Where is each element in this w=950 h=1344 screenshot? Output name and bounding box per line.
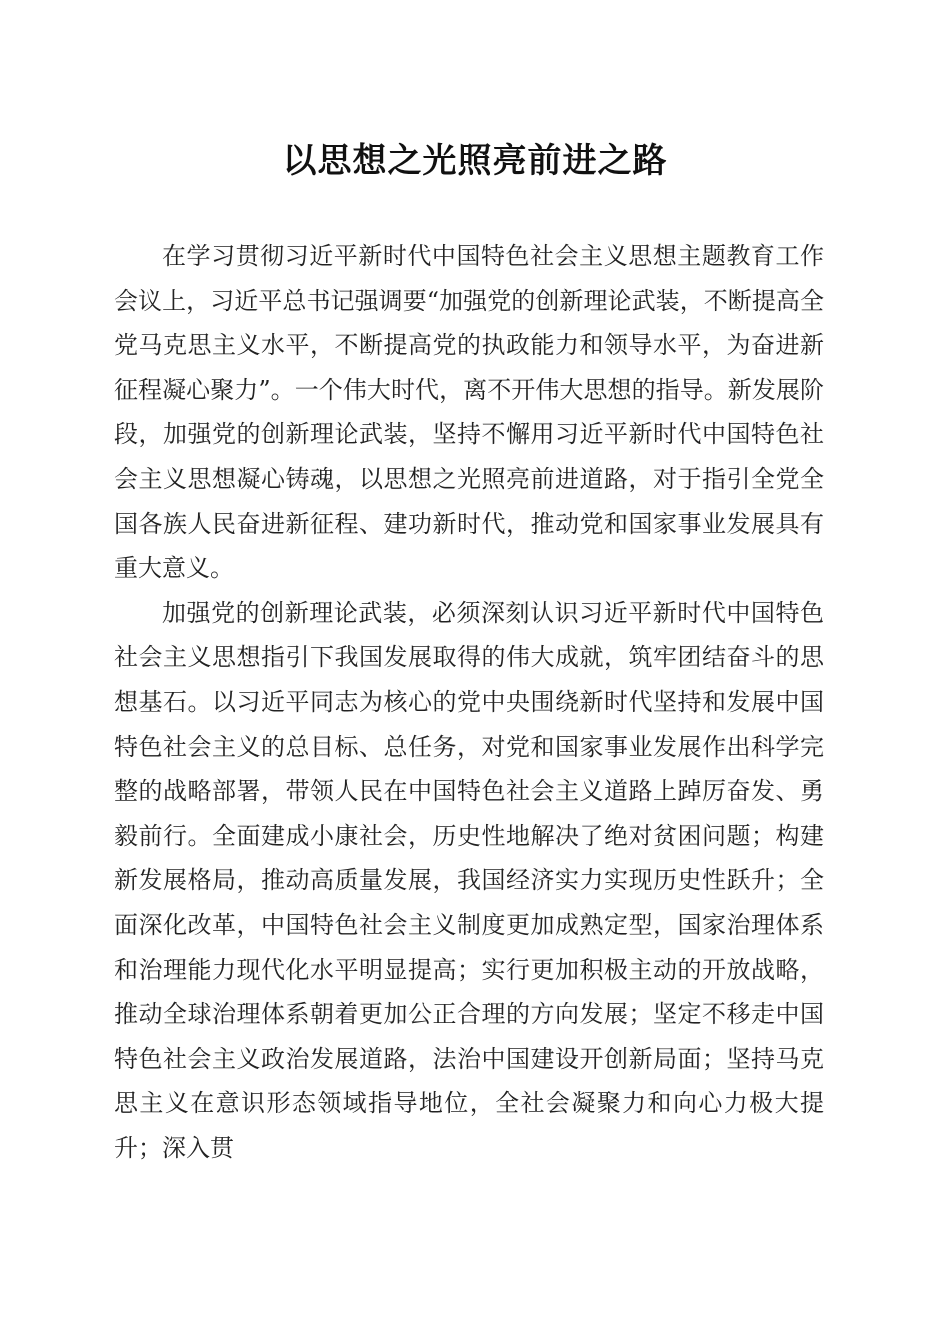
document-title: 以思想之光照亮前进之路 <box>282 141 668 181</box>
document-body <box>114 234 824 1170</box>
paragraph-1: 在学习贯彻习近平新时代中国特色社会主义思想主题教育工作会议上，习近平总书记强调要“加强党的创新理论武装，不断提高全党马克思主义水平，不断提高党的执政能力和领导水平，为奋进新征程凝心聚力”。一个伟大时代，离不开伟大思想的指导。新发展阶段，加强党的创新理论武装，坚持不懈用习近平新时代中国特色社会主义思想凝心铸魂，以思想之光照亮前进道路，对于指引全党全国各族人民奋进新征程、建功新时代，推动党和国家事业发展具有重大意义。 <box>114 242 824 583</box>
paragraph-2: 加强党的创新理论武装，必须深刻认识习近平新时代中国特色社会主义思想指引下我国发展取得的伟大成就，筑牢团结奋斗的思想基石。以习近平同志为核心的党中央围绕新时代坚持和发展中国特色社会主义的总目标、总任务，对党和国家事业发展作出科学完整的战略部署，带领人民在中国特色社会主义道路上踔厉奋发、勇毅前行。全面建成小康社会，历史性地解决了绝对贫困问题；构建新发展格局，推动高质量发展，我国经济实力实现历史性跃升；全面深化改革，中国特色社会主义制度更加成熟定型，国家治理体系和治理能力现代化水平明显提高；实行更加积极主动的开放战略，推动全球治理体系朝着更加公正合理的方向发展；坚定不移走中国特色社会主义政治发展道路，法治中国建设开创新局面；坚持马克思主义在意识形态领域指导地位，全社会凝聚力和向心力极大提升；深入贯 <box>114 598 824 1162</box>
